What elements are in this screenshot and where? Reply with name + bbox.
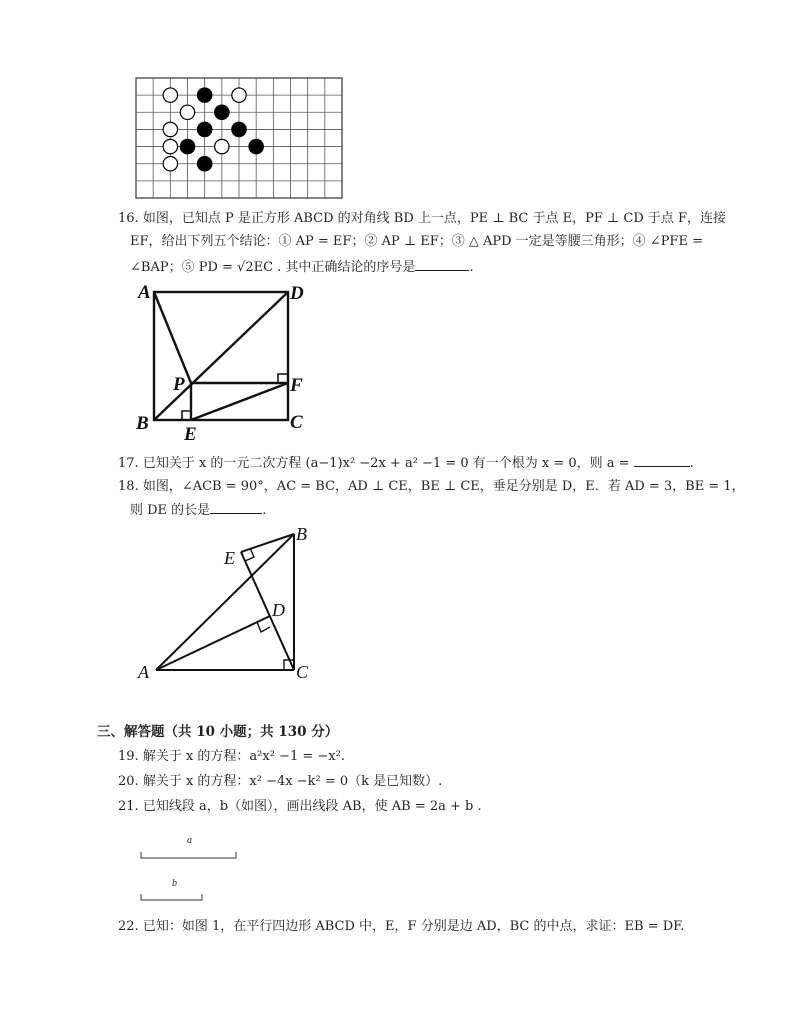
right-angle-d	[257, 622, 270, 632]
q18-line2	[130, 499, 266, 521]
label-b2: B	[296, 524, 307, 544]
segment-ce	[241, 552, 294, 670]
white-stone	[232, 88, 246, 102]
q18-text-line2: 则 DE 的长是	[130, 503, 211, 518]
black-stone	[249, 139, 263, 153]
q19-number: 19.	[118, 749, 139, 764]
black-stone	[215, 105, 229, 119]
q18-text-line1: 如图，∠ACB = 90°，AC = BC，AD ⊥ CE，BE ⊥ CE，垂足分别是 D，E．若 AD = 3，BE = 1，	[142, 479, 745, 494]
black-stone	[180, 139, 194, 153]
q16-text-line3: ∠BAP；⑤ PD = √2EC . 其中正确结论的序号是	[130, 260, 416, 275]
right-angle-e	[182, 411, 191, 420]
label-d: D	[290, 283, 304, 304]
q21-text: 已知线段 a，b（如图），画出线段 AB，使 AB = 2a + b .	[142, 799, 482, 814]
q16-line1	[118, 209, 726, 229]
q17-number: 17.	[118, 456, 139, 471]
q19-line	[118, 747, 345, 767]
black-stone	[232, 122, 246, 136]
diagonal-bd	[154, 292, 288, 420]
white-stone	[163, 157, 177, 171]
q20-text: 解关于 x 的方程：x² −4x −k² = 0（k 是已知数）.	[142, 774, 443, 789]
label-f: F	[290, 375, 303, 396]
q16-square-figure	[130, 278, 320, 443]
go-board-figure	[130, 72, 350, 204]
q21-segments-figure	[135, 830, 255, 910]
q16-line2	[130, 232, 703, 252]
q17-line	[118, 452, 694, 474]
white-stone	[180, 105, 194, 119]
label-a: A	[138, 282, 151, 303]
label-c2: C	[296, 662, 309, 682]
q16-answer-blank[interactable]	[415, 256, 469, 271]
q17-text: 已知关于 x 的一元二次方程 (a−1)x² −2x + a² −1 = 0 有一个根为 x = 0，则 a =	[142, 456, 634, 471]
q18-answer-blank[interactable]	[210, 499, 262, 514]
q21-line	[118, 797, 482, 817]
q16-line3	[130, 256, 474, 278]
right-angle-f	[278, 374, 288, 383]
q19-text: 解关于 x 的方程：a²x² −1 = −x².	[142, 749, 345, 764]
q16-text-line2: EF，给出下列五个结论：① AP = EF；② AP ⊥ EF；③ △ APD 一定是等腰三角形；④ ∠PFE =	[130, 234, 703, 249]
label-p: P	[173, 374, 185, 395]
q17-period: .	[689, 456, 694, 471]
label-e3: E	[224, 548, 235, 568]
label-e: E	[184, 424, 197, 443]
label-b: B	[136, 413, 149, 434]
white-stone	[163, 122, 177, 136]
q21-number: 21.	[118, 799, 139, 814]
label-d2: D	[272, 600, 285, 620]
q17-answer-blank[interactable]	[634, 452, 690, 467]
q18-triangle-figure	[130, 520, 330, 685]
black-stone	[197, 157, 211, 171]
segment-ef	[191, 383, 288, 420]
q18-line1	[118, 477, 745, 497]
white-stone	[163, 139, 177, 153]
label-a2: A	[138, 662, 149, 682]
segment-a	[141, 852, 236, 858]
q18-number: 18.	[118, 479, 139, 494]
q22-text: 已知：如图 1，在平行四边形 ABCD 中，E，F 分别是边 AD，BC 的中点，求证：EB = DF.	[142, 919, 685, 934]
segment-ad	[156, 616, 270, 670]
q22-number: 22.	[118, 919, 139, 934]
white-stone	[163, 88, 177, 102]
segment-ap	[154, 292, 191, 383]
section3-title: 三、解答题（共 10 小题；共 130 分）	[97, 724, 339, 740]
segment-b-label: b	[172, 878, 177, 889]
white-stone	[215, 139, 229, 153]
q20-number: 20.	[118, 774, 139, 789]
q16-number: 16.	[118, 211, 139, 226]
q20-line	[118, 772, 442, 792]
segment-a-label: a	[187, 835, 192, 846]
segment-b	[141, 894, 202, 900]
black-stone	[197, 88, 211, 102]
q18-period: .	[262, 503, 267, 518]
label-c: C	[290, 412, 303, 433]
q22-line	[118, 917, 684, 937]
q16-period: .	[469, 260, 474, 275]
black-stone	[197, 122, 211, 136]
q16-text-line1: 如图，已知点 P 是正方形 ABCD 的对角线 BD 上一点，PE ⊥ BC 于点 E，PF ⊥ CD 于点 F，连接	[142, 211, 727, 226]
